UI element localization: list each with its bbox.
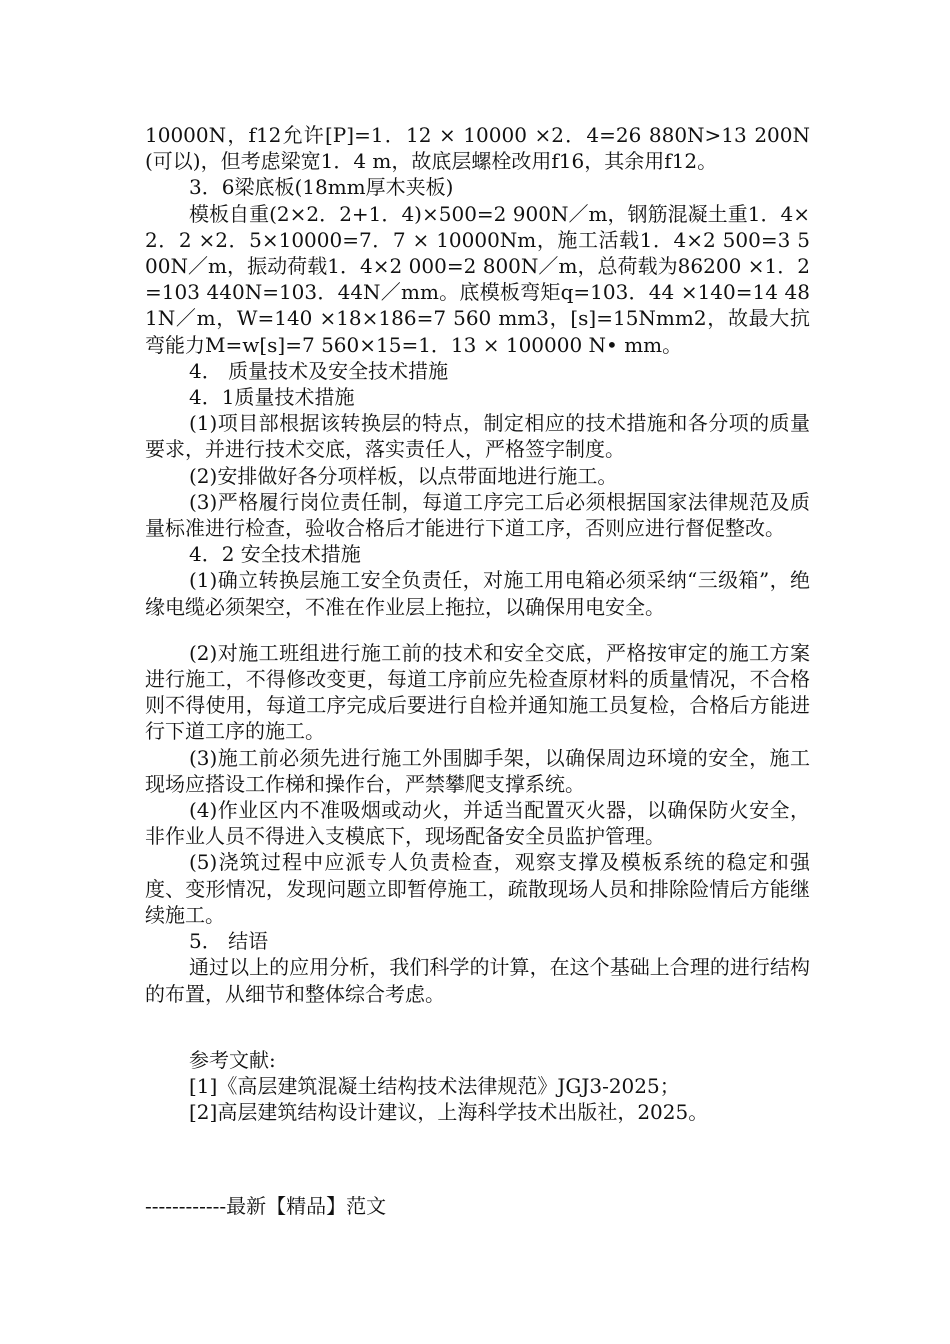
paragraph-bolt-calc: 10000N，f12允许[P]=1．12 × 10000 ×2．4=26 880N>13 200N(可以)，但考虑梁宽1．4 m，故底层螺栓改用f16，其余用f12。 (145, 123, 810, 174)
reference-item: [2]高层建筑结构设计建议，上海科学技术出版社，2025。 (189, 1100, 709, 1125)
references-heading: 参考文献: (189, 1047, 276, 1072)
document-body (145, 122, 810, 1125)
paragraph-load-calc: 模板自重(2×2．2+1．4)×500=2 900N／m，钢筋混凝土重1．4×2．2 ×2．5×10000=7．7 × 10000Nm，施工活载1．4×2 500=3 500N／m，振动荷载1．4×2 000=2 800N／m，总荷载为86200 ×1．2=103 440N=103．44N／mm。底模板弯矩q=103．44 ×140=14 481N／m，W=140 ×18×186=7 560 mm3，[s]=15Nmm2，故最大抗弯能力M=w[s]=7 560×15=1．13 × 100000 N• mm。 (145, 201, 810, 357)
list-item-safety-1: (1)确立转换层施工安全负责任，对施工用电箱必须采纳“三级箱”，绝缘电缆必须架空，不准在作业层上拖拉，以确保用电安全。 (145, 568, 810, 619)
list-item-quality-1: (1)项目部根据该转换层的特点，制定相应的技术措施和各分项的质量要求，并进行技术交底，落实责任人，严格签字制度。 (145, 411, 810, 462)
section-heading-safety-measures: 4．2 安全技术措施 (189, 542, 361, 567)
list-item-quality-2: (2)安排做好各分项样板，以点带面地进行施工。 (189, 463, 618, 488)
section-heading-conclusion: 5． 结语 (189, 929, 269, 954)
reference-item: [1]《高层建筑混凝土结构技术法律规范》JGJ3-2025； (189, 1073, 680, 1098)
section-heading-quality-safety: 4． 质量技术及安全技术措施 (189, 358, 449, 383)
list-item-safety-5: (5)浇筑过程中应派专人负责检查，观察支撑及模板系统的稳定和强度、变形情况，发现问题立即暂停施工，疏散现场人员和排除险情后方能继续施工。 (145, 850, 810, 927)
list-item-quality-3: (3)严格履行岗位责任制，每道工序完工后必须根据国家法律规范及质量标准进行检查，验收合格后才能进行下道工序，否则应进行督促整改。 (145, 489, 810, 541)
list-item-safety-3: (3)施工前必须先进行施工外围脚手架，以确保周边环境的安全，施工现场应搭设工作梯和操作台，严禁攀爬支撑系统。 (145, 745, 810, 796)
footer-text: ------------最新【精品】范文 (145, 1194, 387, 1218)
paragraph-spacer (145, 620, 810, 640)
section-heading-quality-measures: 4．1质量技术措施 (189, 385, 355, 410)
list-item-safety-4: (4)作业区内不准吸烟或动火，并适当配置灭火器，以确保防火安全，非作业人员不得进入支模底下，现场配备安全员监护管理。 (145, 798, 810, 849)
list-item-safety-2: (2)对施工班组进行施工前的技术和安全交底，严格按审定的施工方案进行施工，不得修改变更，每道工序前应先检查原材料的质量情况，不合格则不得使用，每道工序完成后要进行自检并通知施工员复检，合格后方能进行下道工序的施工。 (145, 640, 810, 744)
section-spacer (145, 1007, 810, 1047)
paragraph-conclusion: 通过以上的应用分析，我们科学的计算，在这个基础上合理的进行结构的布置，从细节和整体综合考虑。 (145, 955, 810, 1006)
section-heading-beam-bottom-board: 3．6梁底板(18mm厚木夹板) (189, 175, 454, 200)
